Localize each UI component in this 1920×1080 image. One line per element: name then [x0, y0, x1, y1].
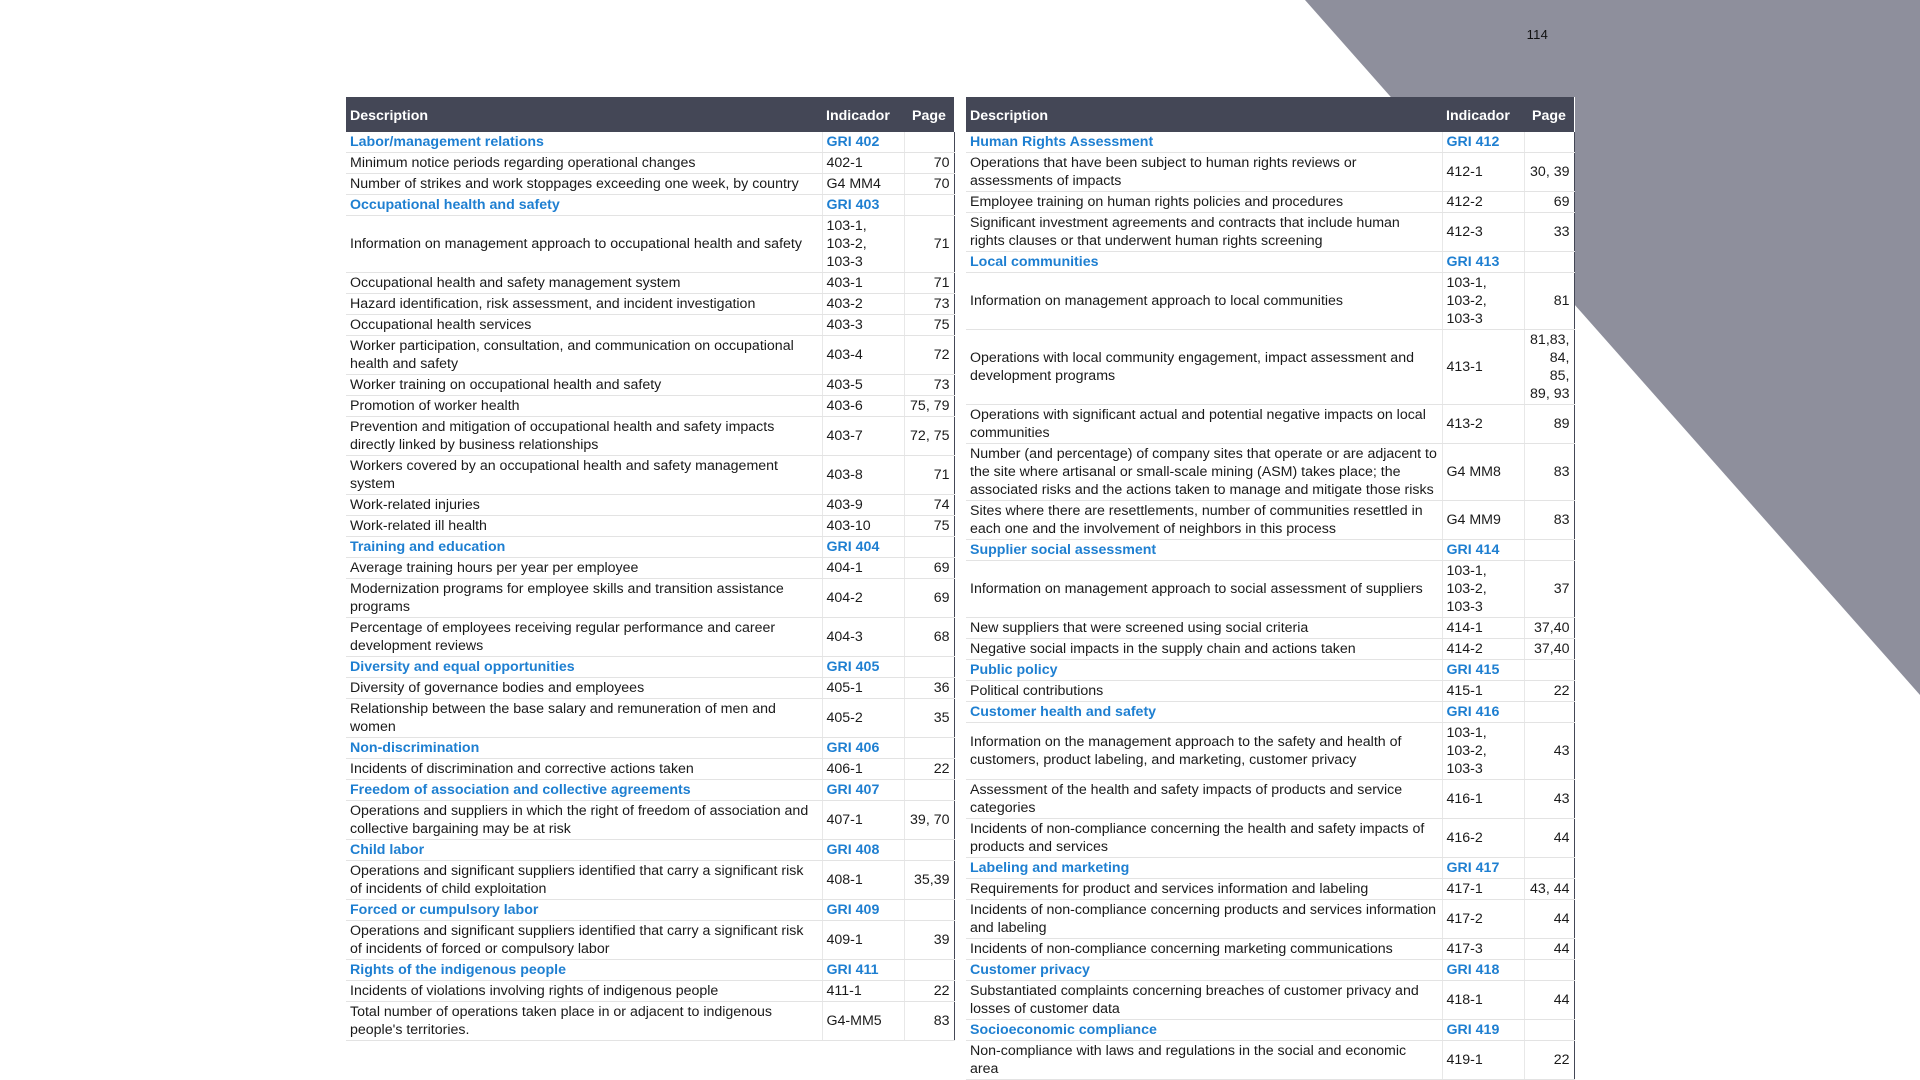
header-page: Page [1524, 97, 1574, 132]
page-number: 114 [1526, 27, 1548, 42]
row-page [904, 840, 954, 861]
row-indicator: 403-7 [822, 417, 904, 456]
row-page: 70 [904, 174, 954, 195]
row-page: 44 [1524, 900, 1574, 939]
row-page [1524, 1020, 1574, 1041]
section-gri-code: GRI 408 [822, 840, 904, 861]
row-indicator: 407-1 [822, 801, 904, 840]
section-header-row [346, 132, 954, 153]
row-page: 35,39 [904, 861, 954, 900]
section-title: Labor/management relations [346, 132, 822, 153]
table-row [346, 861, 954, 900]
table-row [966, 723, 1574, 780]
row-indicator: 403-4 [822, 336, 904, 375]
row-page: 43 [1524, 780, 1574, 819]
section-header-row [346, 537, 954, 558]
row-page [1524, 702, 1574, 723]
row-indicator: 103-1, 103-2, 103-3 [1442, 723, 1524, 780]
section-gri-code: GRI 412 [1442, 132, 1524, 153]
section-title: Non-discrimination [346, 738, 822, 759]
section-header-row [966, 858, 1574, 879]
row-indicator: 404-2 [822, 579, 904, 618]
row-description: Total number of operations taken place in or adjacent to indigenous people's territories. [346, 1002, 822, 1041]
section-gri-code: GRI 403 [822, 195, 904, 216]
row-indicator: G4 MM9 [1442, 501, 1524, 540]
row-page [904, 132, 954, 153]
row-page: 73 [904, 294, 954, 315]
row-page: 37 [1524, 561, 1574, 618]
row-page: 44 [1524, 819, 1574, 858]
header-description: Description [966, 97, 1442, 132]
section-title: Customer health and safety [966, 702, 1442, 723]
table-row [346, 801, 954, 840]
section-header-row [346, 780, 954, 801]
section-title: Rights of the indigenous people [346, 960, 822, 981]
row-indicator: 419-1 [1442, 1041, 1524, 1080]
row-indicator: G4-MM5 [822, 1002, 904, 1041]
table-row [346, 678, 954, 699]
section-header-row [966, 960, 1574, 981]
row-indicator: 415-1 [1442, 681, 1524, 702]
row-indicator: 405-2 [822, 699, 904, 738]
section-gri-code: GRI 405 [822, 657, 904, 678]
row-indicator: 413-2 [1442, 405, 1524, 444]
table-row [966, 780, 1574, 819]
row-page: 71 [904, 456, 954, 495]
section-gri-code: GRI 414 [1442, 540, 1524, 561]
section-title: Diversity and equal opportunities [346, 657, 822, 678]
table-row [966, 153, 1574, 192]
row-indicator: 403-5 [822, 375, 904, 396]
row-page: 75, 79 [904, 396, 954, 417]
row-indicator: 403-8 [822, 456, 904, 495]
row-indicator: 417-3 [1442, 939, 1524, 960]
table-row [966, 273, 1574, 330]
row-page [904, 657, 954, 678]
table-row [346, 273, 954, 294]
header-description: Description [346, 97, 822, 132]
section-gri-code: GRI 418 [1442, 960, 1524, 981]
table-row [346, 216, 954, 273]
table-row [966, 561, 1574, 618]
row-page [1524, 960, 1574, 981]
section-title: Local communities [966, 252, 1442, 273]
row-description: Operations and suppliers in which the right of freedom of association and collective bargaining may be at risk [346, 801, 822, 840]
section-gri-code: GRI 406 [822, 738, 904, 759]
row-page [1524, 252, 1574, 273]
section-gri-code: GRI 411 [822, 960, 904, 981]
row-page: 75 [904, 516, 954, 537]
row-description: Percentage of employees receiving regular performance and career development reviews [346, 618, 822, 657]
row-indicator: 406-1 [822, 759, 904, 780]
row-page [904, 738, 954, 759]
row-description: Information on management approach to local communities [966, 273, 1442, 330]
row-indicator: 405-1 [822, 678, 904, 699]
row-description: Work-related ill health [346, 516, 822, 537]
table-row [346, 396, 954, 417]
row-indicator: 409-1 [822, 921, 904, 960]
row-description: Work-related injuries [346, 495, 822, 516]
row-description: Diversity of governance bodies and employees [346, 678, 822, 699]
row-page: 22 [904, 759, 954, 780]
row-description: Number of strikes and work stoppages exceeding one week, by country [346, 174, 822, 195]
table-row [346, 315, 954, 336]
row-indicator: 408-1 [822, 861, 904, 900]
section-gri-code: GRI 417 [1442, 858, 1524, 879]
row-description: Significant investment agreements and contracts that include human rights clauses or that underwent human rights screening [966, 213, 1442, 252]
header-page: Page [904, 97, 954, 132]
section-header-row [346, 840, 954, 861]
row-description: Employee training on human rights policies and procedures [966, 192, 1442, 213]
table-row [346, 981, 954, 1002]
row-description: Occupational health and safety management system [346, 273, 822, 294]
row-description: Prevention and mitigation of occupational health and safety impacts directly linked by business relationships [346, 417, 822, 456]
table-row [346, 558, 954, 579]
section-title: Child labor [346, 840, 822, 861]
row-page [1524, 660, 1574, 681]
row-indicator: 403-1 [822, 273, 904, 294]
table-row [966, 405, 1574, 444]
section-title: Occupational health and safety [346, 195, 822, 216]
row-page [904, 537, 954, 558]
table-row [966, 819, 1574, 858]
section-header-row [346, 900, 954, 921]
row-page: 81 [1524, 273, 1574, 330]
row-indicator: 416-1 [1442, 780, 1524, 819]
row-indicator: 403-10 [822, 516, 904, 537]
table-row [966, 1041, 1574, 1080]
section-header-row [346, 657, 954, 678]
section-header-row [346, 195, 954, 216]
row-page: 44 [1524, 981, 1574, 1020]
row-description: Promotion of worker health [346, 396, 822, 417]
row-indicator: 403-9 [822, 495, 904, 516]
row-description: Incidents of non-compliance concerning marketing communications [966, 939, 1442, 960]
section-header-row [966, 252, 1574, 273]
section-gri-code: GRI 419 [1442, 1020, 1524, 1041]
row-indicator: 404-1 [822, 558, 904, 579]
row-page: 30, 39 [1524, 153, 1574, 192]
row-description: Information on management approach to social assessment of suppliers [966, 561, 1442, 618]
table-row [966, 618, 1574, 639]
row-indicator: G4 MM4 [822, 174, 904, 195]
gri-index-table-left [346, 97, 955, 1041]
row-description: Hazard identification, risk assessment, and incident investigation [346, 294, 822, 315]
row-page: 39, 70 [904, 801, 954, 840]
row-page: 72 [904, 336, 954, 375]
row-indicator: 103-1, 103-2, 103-3 [822, 216, 904, 273]
table-row [346, 375, 954, 396]
table-row [966, 444, 1574, 501]
table-row [966, 681, 1574, 702]
section-title: Forced or cumpulsory labor [346, 900, 822, 921]
row-page: 68 [904, 618, 954, 657]
row-indicator: 402-1 [822, 153, 904, 174]
table-row [966, 213, 1574, 252]
table-row [966, 981, 1574, 1020]
row-page: 74 [904, 495, 954, 516]
row-page [1524, 540, 1574, 561]
row-description: Requirements for product and services information and labeling [966, 879, 1442, 900]
row-page: 43 [1524, 723, 1574, 780]
row-page: 22 [1524, 1041, 1574, 1080]
row-indicator: 412-2 [1442, 192, 1524, 213]
row-page: 69 [904, 558, 954, 579]
row-page: 69 [904, 579, 954, 618]
row-description: Substantiated complaints concerning breaches of customer privacy and losses of customer data [966, 981, 1442, 1020]
row-description: Information on the management approach to the safety and health of customers, product labeling, and marketing, customer privacy [966, 723, 1442, 780]
row-description: Operations that have been subject to human rights reviews or assessments of impacts [966, 153, 1442, 192]
section-title: Customer privacy [966, 960, 1442, 981]
row-description: Operations with local community engagement, impact assessment and development programs [966, 330, 1442, 405]
row-description: Modernization programs for employee skills and transition assistance programs [346, 579, 822, 618]
row-indicator: 412-3 [1442, 213, 1524, 252]
row-indicator: 417-2 [1442, 900, 1524, 939]
row-page [1524, 132, 1574, 153]
table-row [346, 153, 954, 174]
row-page [1524, 858, 1574, 879]
table-row [346, 174, 954, 195]
section-header-row [966, 702, 1574, 723]
row-description: Incidents of non-compliance concerning products and services information and labeling [966, 900, 1442, 939]
table-row [966, 639, 1574, 660]
row-indicator: 413-1 [1442, 330, 1524, 405]
section-title: Freedom of association and collective agreements [346, 780, 822, 801]
row-description: Occupational health services [346, 315, 822, 336]
row-description: Number (and percentage) of company sites that operate or are adjacent to the site where artisanal or small-scale mining (ASM) takes place; the associated risks and the actions taken to manage and mitigate those risks [966, 444, 1442, 501]
table-row [966, 879, 1574, 900]
row-indicator: 403-2 [822, 294, 904, 315]
table-row [346, 618, 954, 657]
row-page [904, 960, 954, 981]
table-row [346, 294, 954, 315]
row-indicator: 103-1, 103-2, 103-3 [1442, 273, 1524, 330]
row-page: 73 [904, 375, 954, 396]
section-gri-code: GRI 413 [1442, 252, 1524, 273]
row-description: Incidents of discrimination and corrective actions taken [346, 759, 822, 780]
row-description: Worker participation, consultation, and communication on occupational health and safety [346, 336, 822, 375]
row-description: Operations and significant suppliers identified that carry a significant risk of incidents of child exploitation [346, 861, 822, 900]
table-body-left [346, 132, 954, 1041]
row-description: New suppliers that were screened using social criteria [966, 618, 1442, 639]
section-title: Public policy [966, 660, 1442, 681]
row-page: 81,83, 84, 85, 89, 93 [1524, 330, 1574, 405]
row-page: 44 [1524, 939, 1574, 960]
table-row [346, 579, 954, 618]
row-indicator: 412-1 [1442, 153, 1524, 192]
row-description: Operations with significant actual and potential negative impacts on local communities [966, 405, 1442, 444]
row-page: 43, 44 [1524, 879, 1574, 900]
section-header-row [966, 1020, 1574, 1041]
table-row [966, 192, 1574, 213]
section-header-row [966, 540, 1574, 561]
section-header-row [346, 738, 954, 759]
section-gri-code: GRI 409 [822, 900, 904, 921]
row-page: 22 [904, 981, 954, 1002]
table-row [346, 759, 954, 780]
row-description: Workers covered by an occupational health and safety management system [346, 456, 822, 495]
row-page: 35 [904, 699, 954, 738]
row-description: Worker training on occupational health and safety [346, 375, 822, 396]
row-page: 75 [904, 315, 954, 336]
table-row [346, 456, 954, 495]
row-page [904, 900, 954, 921]
table-row [966, 939, 1574, 960]
header-indicator: Indicador [1442, 97, 1524, 132]
row-page: 33 [1524, 213, 1574, 252]
header-indicator: Indicador [822, 97, 904, 132]
row-page: 83 [1524, 444, 1574, 501]
row-page: 39 [904, 921, 954, 960]
table-row [346, 516, 954, 537]
row-page: 37,40 [1524, 639, 1574, 660]
row-page: 83 [1524, 501, 1574, 540]
row-page [904, 780, 954, 801]
row-page: 22 [1524, 681, 1574, 702]
section-header-row [966, 660, 1574, 681]
row-description: Incidents of violations involving rights of indigenous people [346, 981, 822, 1002]
row-indicator: 411-1 [822, 981, 904, 1002]
row-indicator: 404-3 [822, 618, 904, 657]
section-header-row [346, 960, 954, 981]
section-gri-code: GRI 404 [822, 537, 904, 558]
row-page: 37,40 [1524, 618, 1574, 639]
section-gri-code: GRI 402 [822, 132, 904, 153]
row-indicator: 417-1 [1442, 879, 1524, 900]
row-description: Assessment of the health and safety impacts of products and service categories [966, 780, 1442, 819]
table-row [346, 921, 954, 960]
row-page: 69 [1524, 192, 1574, 213]
row-description: Average training hours per year per employee [346, 558, 822, 579]
row-indicator: 403-6 [822, 396, 904, 417]
section-gri-code: GRI 407 [822, 780, 904, 801]
row-description: Non-compliance with laws and regulations in the social and economic area [966, 1041, 1442, 1080]
row-page: 36 [904, 678, 954, 699]
section-header-row [966, 132, 1574, 153]
table-row [966, 900, 1574, 939]
row-indicator: 414-1 [1442, 618, 1524, 639]
table-row [966, 501, 1574, 540]
section-title: Labeling and marketing [966, 858, 1442, 879]
row-page: 89 [1524, 405, 1574, 444]
row-indicator: 403-3 [822, 315, 904, 336]
section-title: Supplier social assessment [966, 540, 1442, 561]
row-description: Information on management approach to occupational health and safety [346, 216, 822, 273]
row-indicator: 418-1 [1442, 981, 1524, 1020]
row-page: 72, 75 [904, 417, 954, 456]
section-title: Socioeconomic compliance [966, 1020, 1442, 1041]
table-body-right [966, 132, 1574, 1080]
row-indicator: 103-1, 103-2, 103-3 [1442, 561, 1524, 618]
row-page: 71 [904, 273, 954, 294]
section-gri-code: GRI 416 [1442, 702, 1524, 723]
row-description: Minimum notice periods regarding operational changes [346, 153, 822, 174]
row-page [904, 195, 954, 216]
table-header [346, 97, 954, 132]
table-row [346, 1002, 954, 1041]
row-description: Relationship between the base salary and remuneration of men and women [346, 699, 822, 738]
section-title: Training and education [346, 537, 822, 558]
row-page: 70 [904, 153, 954, 174]
row-page: 83 [904, 1002, 954, 1041]
table-row [346, 417, 954, 456]
table-row [966, 330, 1574, 405]
row-indicator: 416-2 [1442, 819, 1524, 858]
row-description: Incidents of non-compliance concerning the health and safety impacts of products and services [966, 819, 1442, 858]
row-description: Sites where there are resettlements, number of communities resettled in each one and the involvement of neighbors in this process [966, 501, 1442, 540]
gri-index-table-right [966, 97, 1575, 1080]
row-description: Negative social impacts in the supply chain and actions taken [966, 639, 1442, 660]
table-row [346, 495, 954, 516]
table-row [346, 699, 954, 738]
table-row [346, 336, 954, 375]
row-description: Political contributions [966, 681, 1442, 702]
row-page: 71 [904, 216, 954, 273]
section-gri-code: GRI 415 [1442, 660, 1524, 681]
row-indicator: G4 MM8 [1442, 444, 1524, 501]
section-title: Human Rights Assessment [966, 132, 1442, 153]
table-header [966, 97, 1574, 132]
row-indicator: 414-2 [1442, 639, 1524, 660]
row-description: Operations and significant suppliers identified that carry a significant risk of incidents of forced or compulsory labor [346, 921, 822, 960]
